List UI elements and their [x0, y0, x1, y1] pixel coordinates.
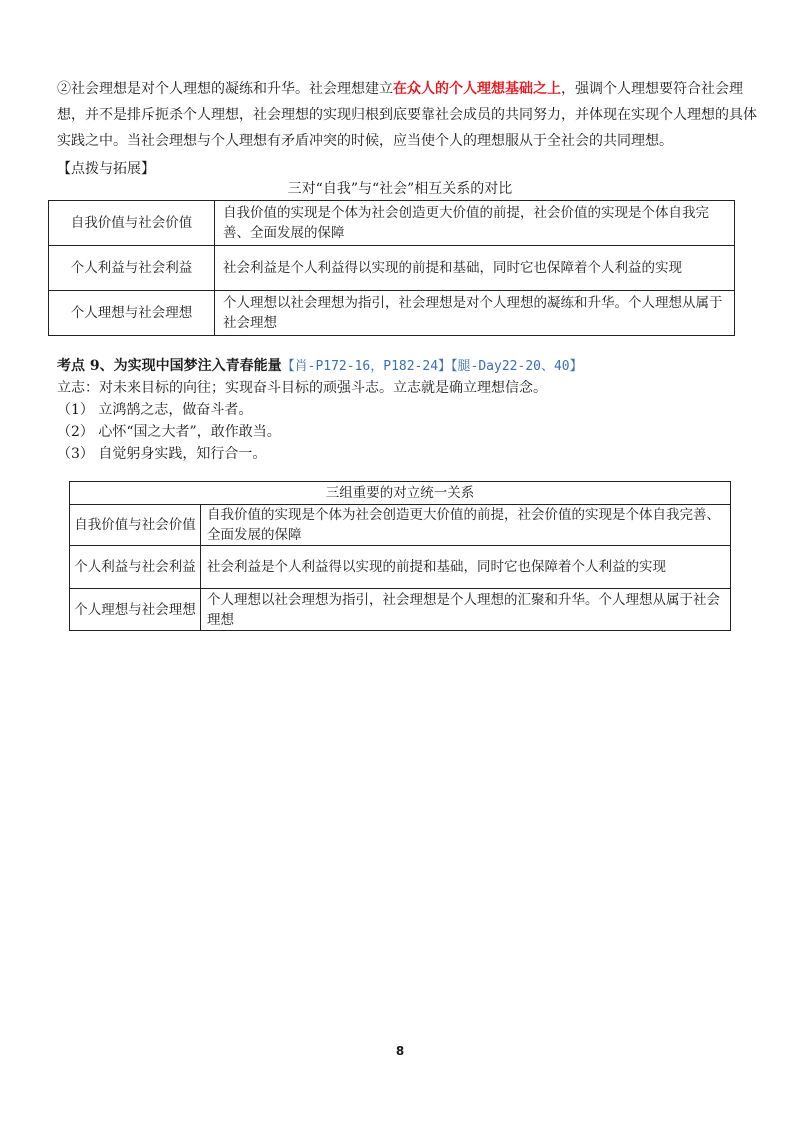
table-header: 三组重要的对立统一关系 — [70, 482, 731, 505]
table-cell-key: 个人利益与社会利益 — [70, 546, 201, 589]
relations-table — [69, 481, 731, 631]
list-item-text: 立鸿鹄之志，做奋斗者。 — [98, 402, 253, 418]
table-cell-value: 社会利益是个人利益得以实现的前提和基础，同时它也保障着个人利益的实现 — [201, 546, 731, 589]
table-cell-key: 个人理想与社会理想 — [49, 291, 215, 336]
kaodian-definition: 立志：对未来目标的向往；实现奋斗目标的顽强斗志。立志就是确立理想信念。 — [57, 380, 547, 396]
table-cell-key: 自我价值与社会价值 — [49, 201, 215, 246]
intro-paragraph — [57, 76, 757, 154]
table-cell-value: 自我价值的实现是个体为社会创造更大价值的前提，社会价值的实现是个体自我完善、全面发展的保障 — [215, 201, 735, 246]
list-item-number: （1） — [57, 402, 94, 418]
table-row — [49, 291, 735, 336]
kaodian-heading — [57, 355, 757, 378]
list-item — [57, 421, 281, 443]
table-header-row — [70, 482, 731, 505]
list-item — [57, 443, 266, 465]
table-cell-value: 社会利益是个人利益得以实现的前提和基础，同时它也保障着个人利益的实现 — [215, 246, 735, 291]
table-cell-key: 个人利益与社会利益 — [49, 246, 215, 291]
list-item — [57, 399, 252, 421]
kaodian-ref-1: 【肖-P172-16，P182-24】 — [281, 359, 452, 374]
list-item-text: 自觉躬身实践，知行合一。 — [98, 446, 267, 462]
table-row — [70, 505, 731, 546]
kaodian-ref-2: 【腿-Day22-20、40】 — [451, 359, 583, 374]
intro-highlight: 在众人的个人理想基础之上 — [393, 81, 561, 97]
table-row — [49, 201, 735, 246]
list-item-number: （2） — [57, 424, 94, 440]
table-cell-key: 自我价值与社会价值 — [70, 505, 201, 546]
intro-text-1: ②社会理想是对个人理想的凝练和升华。社会理想建立 — [57, 81, 393, 97]
section-label: 【点拨与拓展】 — [57, 161, 155, 177]
page-number: 8 — [395, 1044, 405, 1058]
comparison-table — [48, 200, 735, 336]
list-item-text: 心怀“国之大者”，敢作敢当。 — [98, 424, 281, 440]
list-item-number: （3） — [57, 446, 94, 462]
intro-text-2: ，强调个人理想要符合社会理想，并不是排斥扼杀个人理想，社会理想的实现归根到底要靠社会成员的共同努力，并体现在实现个人理想的具体实践之中。当社会理想与个人理想有矛盾冲突的时候，应当使个人的理想服从于全社会的共同理想。 — [57, 81, 757, 149]
table-cell-value: 个人理想以社会理想为指引，社会理想是个人理想的汇聚和升华。个人理想从属于社会理想 — [201, 589, 731, 631]
table-cell-value: 自我价值的实现是个体为社会创造更大价值的前提，社会价值的实现是个体自我完善、全面发展的保障 — [201, 505, 731, 546]
table-row — [49, 246, 735, 291]
table-row — [70, 589, 731, 631]
table-cell-key: 个人理想与社会理想 — [70, 589, 201, 631]
kaodian-title: 考点 9、为实现中国梦注入青春能量 — [57, 358, 282, 374]
table-row — [70, 546, 731, 589]
table1-caption: 三对“自我”与“社会”相互关系的对比 — [287, 181, 513, 197]
table-cell-value: 个人理想以社会理想为指引，社会理想是对个人理想的凝练和升华。个人理想从属于社会理想 — [215, 291, 735, 336]
